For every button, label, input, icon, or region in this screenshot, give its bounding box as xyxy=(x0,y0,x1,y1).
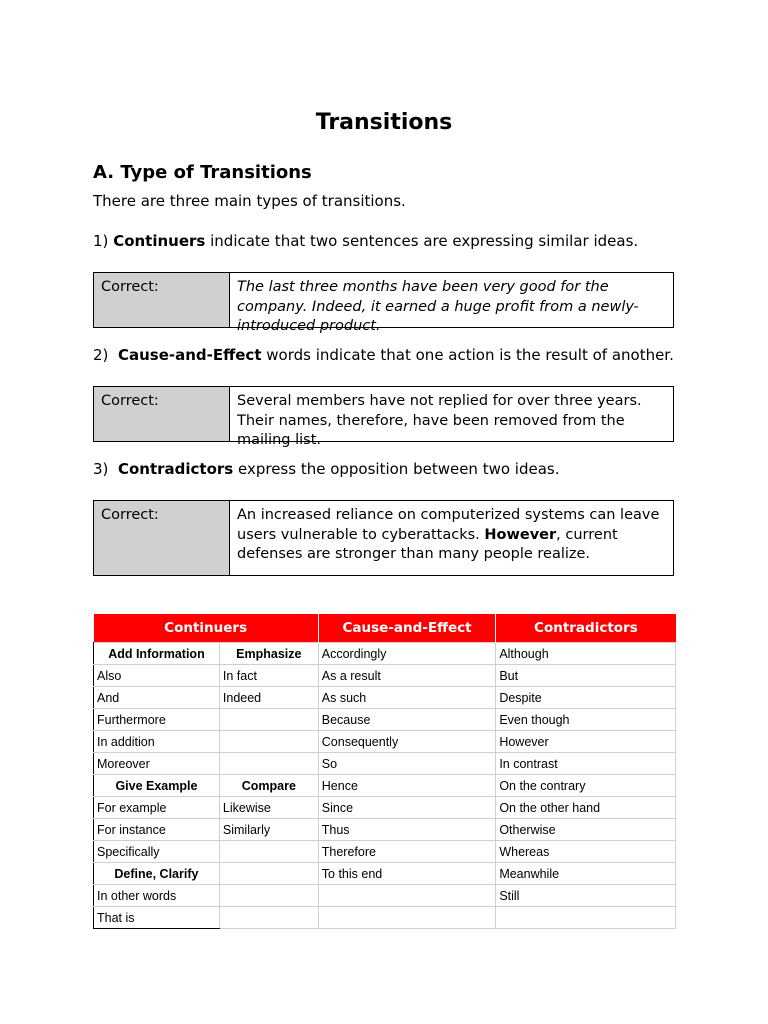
table-row xyxy=(94,775,676,797)
example-text: Several members have not replied for over three years. Their names, therefore, have been removed from the mailing list. xyxy=(237,393,642,448)
table-cell: Likewise xyxy=(219,797,318,819)
table-cell: Therefore xyxy=(318,841,496,863)
item-number: 1) xyxy=(93,232,109,250)
item-term: Contradictors xyxy=(117,460,234,478)
table-cell: As a result xyxy=(318,665,496,687)
table-cell: Even though xyxy=(496,709,676,731)
table-cell: Thus xyxy=(318,819,496,841)
table-cell: For example xyxy=(94,797,220,819)
table-cell xyxy=(219,709,318,731)
table-cell: That is xyxy=(94,907,220,929)
table-cell: Add Information xyxy=(94,643,220,665)
example-box-continuers xyxy=(93,272,674,334)
table-row xyxy=(94,643,676,665)
table-row xyxy=(94,819,676,841)
example-text-bold: However xyxy=(484,526,557,543)
transition-type-continuers xyxy=(93,232,638,250)
table-cell: Meanwhile xyxy=(496,863,676,885)
table-cell xyxy=(318,907,496,929)
example-text xyxy=(230,501,673,575)
page-title: Transitions xyxy=(315,110,453,135)
table-cell: Whereas xyxy=(496,841,676,863)
table-header-row xyxy=(94,614,676,643)
table-cell: Because xyxy=(318,709,496,731)
table-row xyxy=(94,841,676,863)
table-cell: Hence xyxy=(318,775,496,797)
transitions-table xyxy=(93,614,676,929)
item-term: Continuers xyxy=(113,232,206,250)
intro-text: There are three main types of transitions. xyxy=(93,192,406,210)
table-cell: So xyxy=(318,753,496,775)
table-row xyxy=(94,863,676,885)
item-number: 3) xyxy=(93,460,109,478)
table-cell: Indeed xyxy=(219,687,318,709)
table-cell: Furthermore xyxy=(94,709,220,731)
table-cell: However xyxy=(496,731,676,753)
table-cell xyxy=(219,731,318,753)
item-description: indicate that two sentences are expressing similar ideas. xyxy=(205,232,639,250)
item-description: express the opposition between two ideas. xyxy=(233,460,560,478)
table-cell: Consequently xyxy=(318,731,496,753)
table-cell: Moreover xyxy=(94,753,220,775)
example-text-end: , current defenses are stronger than many people realize. xyxy=(237,526,618,562)
table-cell: Otherwise xyxy=(496,819,676,841)
table-cell: In contrast xyxy=(496,753,676,775)
table-cell: Despite xyxy=(496,687,676,709)
header-contradictors: Contradictors xyxy=(496,614,676,643)
transition-type-contradictors xyxy=(93,460,560,478)
table-cell: And xyxy=(94,687,220,709)
table-cell: Accordingly xyxy=(318,643,496,665)
table-cell: In addition xyxy=(94,731,220,753)
table-cell: Also xyxy=(94,665,220,687)
table-cell: Although xyxy=(496,643,676,665)
item-number: 2) xyxy=(93,346,109,364)
table-cell: In other words xyxy=(94,885,220,907)
table-cell: For instance xyxy=(94,819,220,841)
table-cell: Still xyxy=(496,885,676,907)
table-cell: On the other hand xyxy=(496,797,676,819)
table-row xyxy=(94,731,676,753)
transition-type-cause-effect xyxy=(93,346,674,364)
example-text: The last three months have been very good for the company. Indeed, it earned a huge profit from a newly-introduced product. xyxy=(237,279,639,334)
table-body xyxy=(94,643,676,929)
table-cell xyxy=(219,841,318,863)
example-box-contradictors xyxy=(93,500,674,576)
table-cell xyxy=(219,863,318,885)
table-row xyxy=(94,753,676,775)
section-heading: A. Type of Transitions xyxy=(93,162,312,183)
table-cell: Define, Clarify xyxy=(94,863,220,885)
example-label: Correct: xyxy=(94,273,230,327)
table-cell xyxy=(318,885,496,907)
table-cell xyxy=(219,753,318,775)
header-cause-and-effect: Cause-and-Effect xyxy=(318,614,496,643)
table-cell: Since xyxy=(318,797,496,819)
table-cell: To this end xyxy=(318,863,496,885)
table-cell: In fact xyxy=(219,665,318,687)
example-box-cause-effect xyxy=(93,386,674,448)
item-term: Cause-and-Effect xyxy=(117,346,262,364)
table-cell: Compare xyxy=(219,775,318,797)
table-cell: On the contrary xyxy=(496,775,676,797)
table-row xyxy=(94,665,676,687)
table-row xyxy=(94,709,676,731)
table-cell: Similarly xyxy=(219,819,318,841)
table-row xyxy=(94,797,676,819)
example-label: Correct: xyxy=(94,501,230,575)
table-cell: As such xyxy=(318,687,496,709)
table-row xyxy=(94,907,676,929)
table-cell: Emphasize xyxy=(219,643,318,665)
table-cell: But xyxy=(496,665,676,687)
table-cell: Give Example xyxy=(94,775,220,797)
table-cell xyxy=(496,907,676,929)
item-description: words indicate that one action is the result of another. xyxy=(261,346,674,364)
header-continuers: Continuers xyxy=(94,614,319,643)
table-cell xyxy=(219,885,318,907)
table-row xyxy=(94,885,676,907)
example-label: Correct: xyxy=(94,387,230,441)
table-cell xyxy=(219,907,318,929)
table-cell: Specifically xyxy=(94,841,220,863)
table-row xyxy=(94,687,676,709)
example-text-start: An increased reliance on computerized systems can leave users vulnerable to cyberattacks. xyxy=(237,507,660,543)
